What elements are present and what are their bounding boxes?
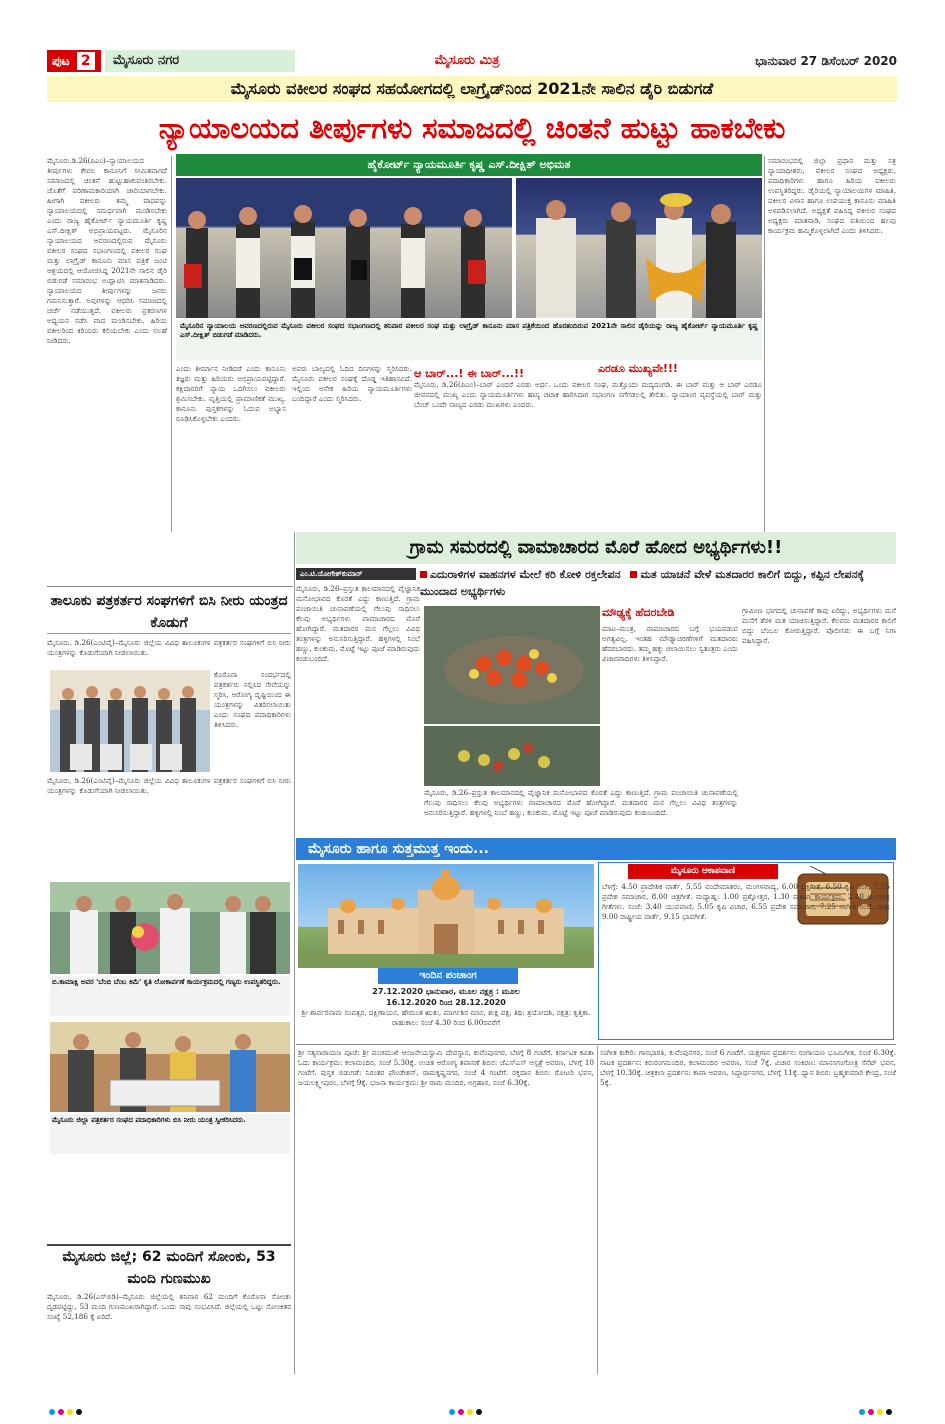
lead-kicker: ಮೈಸೂರು ವಕೀಲರ ಸಂಘದ ಸಹಯೋಗದಲ್ಲಿ ಲಾಗ್ರೈಡ್‌ನಿಂದ 2021ನೇ ಸಾಲಿನ ಡೈರಿ ಬಿಡುಗಡೆ xyxy=(47,76,897,102)
panchanga-body: ಶ್ರೀ ಶಾರ್ವರಿನಾಮ ಸಂವತ್ಸರ, ದಕ್ಷಿಣಾಯನ, ಹೇಮಂತ ಋತು, ಮಾರ್ಗಶಿರ ಮಾಸ, ಶುಕ್ಲ ಪಕ್ಷ, ತಿಥಿ: ತ್ರಯೋದಶಿ, ನಕ್ಷತ್ರ: ಕೃತ್ತಿಕಾ. ರಾಹುಕಾಲ: ಸಂಜೆ 4.30 ರಿಂದ 6.00ರವರೆಗೆ xyxy=(301,1008,591,1027)
page-number-badge xyxy=(47,50,101,72)
taluk-body: ಮೈಸೂರು, ಡಿ.26(ಎಂಟಿವೈ)–ಮೈಸೂರು ಜಿಲ್ಲೆಯ ವಿವಿಧ ತಾಲೂಕುಗಳ ಪತ್ರಕರ್ತರ ಸಂಘಗಳಿಗೆ ಬಿಸಿ ನೀರು ಯಂತ್ರಗಳನ್ನು ಕೊಡುಗೆಯಾಗಿ ನೀಡಲಾಯಿತು. xyxy=(47,638,291,657)
column-rule xyxy=(171,156,172,532)
black-magic-photo-1 xyxy=(424,606,600,724)
gram-subhead xyxy=(420,566,896,602)
heater-illustration xyxy=(50,1022,290,1112)
registration-marks xyxy=(47,1402,897,1412)
lead-subhead: ಹೈಕೋರ್ಟ್ ನ್ಯಾಯಮೂರ್ತಿ ಕೃಷ್ಣ ಎಸ್.ದೀಕ್ಷಿತ್ ಅಭಿಮತ xyxy=(176,154,762,176)
gram-body3: ಗ್ರಾಮೀಣ ಭಾಗದಲ್ಲಿ ಚುನಾವಣೆ ಕಾವು ಏರಿದ್ದು, ಅಭ್ಯರ್ಥಿಗಳು ಮನೆ ಮನೆಗೆ ತೆರಳಿ ಮತ ಯಾಚಿಸುತ್ತಿದ್ದಾರೆ. ಕೆಲವರು ಮತದಾರರ ಕಾಲಿಗೆ ಬಿದ್ದು ಬೆಂಬಲ ಕೋರುತ್ತಿದ್ದಾರೆ. ಪೊಲೀಸರು ಈ ಬಗ್ಗೆ ನಿಗಾ ವಹಿಸಿದ್ದಾರೆ. xyxy=(742,606,896,645)
gram-body1: ಮೈಸೂರು, ಡಿ.26–ಪ್ರಸ್ತುತ ಕಾಲಮಾನದಲ್ಲಿ ವೈಜ್ಞಾನಿಕ ಮನೋಭಾವದ ಕೊರತೆ ಎದ್ದು ಕಾಣುತ್ತಿದೆ. ಗ್ರಾಮ ಪಂಚಾಯಿತಿ ಚುನಾವಣೆಯಲ್ಲಿ ಗೆಲುವು ಸಾಧಿಸಲು ಕೆಲವು ಅಭ್ಯರ್ಥಿಗಳು ವಾಮಾಚಾರದ ಮೊರೆ ಹೋಗಿದ್ದಾರೆ. ಮತದಾರರ ಮನ ಗೆಲ್ಲಲು ವಿವಿಧ ತಂತ್ರಗಳನ್ನು ಅನುಸರಿಸುತ್ತಿದ್ದಾರೆ. ಹಳ್ಳಿಗಳಲ್ಲಿ ನಿಂಬೆ ಹಣ್ಣು, ಕುಂಕುಮ, ಮೊಟ್ಟೆ ಇಟ್ಟು ಪೂಜೆ ಮಾಡಿರುವುದು ಕಂಡುಬಂದಿದೆ. xyxy=(296,584,420,663)
lead-body-mid1: ಎಂದು ತೀರ್ಮಾನ ನೀಡಿದರೆ ಎಂದು ಕಾನೂನು ತಜ್ಞರು ಮತ್ತು ಹಿರಿಯರು ಅಭಿಪ್ರಾಯಪಟ್ಟಿದ್ದಾರೆ. ಕಕ್ಷಿದಾರರಿಗೆ ನ್ಯಾಯ ಒದಗಿಸಲು ವಕೀಲರು ಶ್ರಮಿಸಬೇಕು. ವೃತ್ತಿಯಲ್ಲಿ ಪ್ರಾಮಾಣಿಕತೆ ಮುಖ್ಯ. ಕಾನೂನು ಪುಸ್ತಕಗಳನ್ನು ಓದುವ ಅಭ್ಯಾಸ ರೂಢಿಸಿಕೊಳ್ಳಬೇಕು ಎಂದರು. xyxy=(176,364,286,423)
taluk-body3: ಮೈಸೂರು, ಡಿ.26(ಎಂಟಿವೈ)–ಮೈಸೂರು ಜಿಲ್ಲೆಯ ವಿವಿಧ ತಾಲೂಕುಗಳ ಪತ್ರಕರ್ತರ ಸಂಘಗಳಿಗೆ ಬಿಸಿ ನೀರು ಯಂತ್ರಗಳನ್ನು ಕೊಡುಗೆಯಾಗಿ ನೀಡಲಾಯಿತು. xyxy=(47,776,291,795)
photo-felicitation-illustration xyxy=(516,178,762,318)
radio-body: ಬೆಳಗ್ಗೆ: 4.50 ಪ್ರಾದೇಶಿಕ ವಾರ್ತೆ, 5.55 ವಂದೇಮಾತರಂ, ಮಂಗಳವಾದ್ಯ, 6.00 ಭಕ್ತಿಗೀತೆ, 6.50 ಕೃಷಿ ರಂಗ, 7.25 ಪ್ರದೇಶ ಸಮಾಚಾರ, 8.00 ಚಿತ್ರಗೀತೆ. ಮಧ್ಯಾಹ್ನ: 1.00 ಪ್ರಶ್ನೋತ್ತರ, 1.30 ಮಹಿಳಾ ಕಾರ್ಯಕ್ರಮ, 2.40 ಚಲನಚಿತ್ರ ಗೀತೆಗಳು. ಸಂಜೆ: 3.40 ಯುವವಾಣಿ, 5.05 ಕೃಷಿ ವಿಚಾರ, 6.55 ಪ್ರದೇಶ ಸಮಾಚಾರ, 7.25 ಸಂಗೀತ ಸಂಜೆ. ರಾತ್ರಿ: 9.00 ರಾಷ್ಟ್ರೀಯ ವಾರ್ತೆ, 9.15 ಭಾವಗೀತೆ. xyxy=(602,882,890,921)
color-dots-icon xyxy=(47,1407,897,1417)
heater-caption: ಮೈಸೂರು ಜಿಲ್ಲಾ ಪತ್ರಕರ್ತರ ಸಂಘದ ಪದಾಧಿಕಾರಿಗಳು ಬಿಸಿ ನೀರು ಯಂತ್ರ ಸ್ವೀಕರಿಸಿದರು. xyxy=(50,1114,290,1154)
mysore-today-banner: ಮೈಸೂರು ಹಾಗೂ ಸುತ್ತಮುತ್ತ ಇಂದು... xyxy=(296,838,896,860)
panchanga-date: 27.12.2020 ಭಾನುವಾರ, ಮೂಲ ನಕ್ಷತ್ರ : ಮೂಲ xyxy=(372,987,520,996)
photo-people-illustration xyxy=(176,178,512,318)
ritual-offering-illustration xyxy=(424,606,600,724)
events-right: ಸಂಗೀತ ಕಚೇರಿ: ಗಾನಭಾರತಿ, ಕುವೆಂಪುನಗರ, ಸಂಜೆ 6 ಗಂಟೆಗೆ. ಯಕ್ಷಗಾನ ಪ್ರದರ್ಶನ: ರಂಗಾಯಣ ಭೂಮಿಗೀತ, ಸಂಜೆ 6.30ಕ್ಕೆ. ನಾಟಕ ಪ್ರದರ್ಶನ: ಕಿರುರಂಗಮಂದಿರ, ಕಲಾಮಂದಿರ ಆವರಣ, ಸಂಜೆ 7ಕ್ಕೆ. ವಿಚಾರ ಸಂಕಿರಣ: ಮಾನಸಗಂಗೋತ್ರಿ ಸೆನೆಟ್ ಭವನ, ಬೆಳಗ್ಗೆ 10.30ಕ್ಕೆ. ಚಿತ್ರಕಲಾ ಪ್ರದರ್ಶನ: ಕಾವಾ ಆವರಣ, ಸಿದ್ದಾರ್ಥನಗರ, ಬೆಳಗ್ಗೆ 11ಕ್ಕೆ. ಧ್ಯಾನ ಶಿಬಿರ: ಬ್ರಹ್ಮಕುಮಾರಿ ಕೇಂದ್ರ, ಸಂಜೆ 5ಕ್ಕೆ. xyxy=(600,1048,896,1087)
taluk-headline: ತಾಲೂಕು ಪತ್ರಕರ್ತರ ಸಂಘಗಳಿಗೆ ಬಿಸಿ ನೀರು ಯಂತ್ರದ ಕೊಡುಗೆ xyxy=(47,590,291,634)
black-magic-photo-2 xyxy=(424,726,600,786)
gram-body2: ಮಾಟ–ಮಂತ್ರ, ವಾಮಾಚಾರದ ಬಗ್ಗೆ ಭಯಪಡುವ ಅಗತ್ಯವಿಲ್ಲ. ಇಂತಹ ಮೌಢ್ಯಾಚರಣೆಗಳಿಗೆ ಮತದಾರರು ಹೆದರಬಾರದು. ತಮ್ಮ ಹಕ್ಕು ಚಲಾಯಿಸಲು ಸ್ವತಂತ್ರರು ಎಂದು ವಿಚಾರವಾದಿಗಳು ತಿಳಿಸಿದ್ದಾರೆ. xyxy=(602,624,738,663)
lead-photo-felicitation xyxy=(516,178,762,318)
book-release-illustration xyxy=(50,882,290,974)
radio-title: ಮೈಸೂರು ಆಕಾಶವಾಣಿ xyxy=(628,864,778,879)
panchanga-range: 16.12.2020 ರಿಂದ 28.12.2020 xyxy=(386,998,506,1007)
section-rule xyxy=(47,586,293,587)
lead-photo-caption: ಮೈಸೂರಿನ ನ್ಯಾಯಾಲಯ ಆವರಣದಲ್ಲಿರುವ ಮೈಸೂರು ವಕೀಲರ ಸಂಘದ ಸಭಾಂಗಣದಲ್ಲಿ ಶನಿವಾರ ವಕೀಲರ ಸಂಘ ಮತ್ತು ಲಾಗ್ರೈಡ್ ಕಾನೂನು ಮಾಸ ಪತ್ರಿಕೆಯಿಂದ ಹೊರತಂದಿರುವ 2021ನೇ ಸಾಲಿನ ಡೈರಿಯನ್ನು ರಾಜ್ಯ ಹೈಕೋರ್ಟ್ ನ್ಯಾಯಮೂರ್ತಿ ಕೃಷ್ಣ ಎಸ್.ದೀಕ್ಷಿತ್ ಬಿಡುಗಡೆ ಮಾಡಿದರು. xyxy=(176,320,762,360)
mysore-palace-photo xyxy=(298,864,594,968)
ritual-lemons-illustration xyxy=(424,726,600,786)
page-label: ಪುಟ xyxy=(52,54,70,68)
bullet-icon xyxy=(420,571,427,578)
panchanga-title: ಇಂದಿನ ಪಂಚಾಂಗ xyxy=(378,968,518,984)
section-title: ಮೈಸೂರು ನಗರ xyxy=(105,50,295,72)
covid-headline: ಮೈಸೂರು ಜಿಲ್ಲೆ; 62 ಮಂದಿಗೆ ಸೋಂಕು, 53 ಮಂದಿ ಗುಣಮುಖ xyxy=(47,1244,291,1288)
lead-body-right: ಸಮಾರಂಭದಲ್ಲಿ ಜಿಲ್ಲಾ ಪ್ರಧಾನ ಮತ್ತು ಸತ್ರ ನ್ಯಾಯಾಧೀಶರು, ವಕೀಲರ ಸಂಘದ ಅಧ್ಯಕ್ಷರು, ಪದಾಧಿಕಾರಿಗಳು ಹಾಗೂ ಹಿರಿಯ ವಕೀಲರು ಉಪಸ್ಥಿತರಿದ್ದರು. ಡೈರಿಯಲ್ಲಿ ನ್ಯಾಯಾಲಯಗಳ ಮಾಹಿತಿ, ವಕೀಲರ ವಿಳಾಸ ಹಾಗೂ ಉಪಯುಕ್ತ ಕಾನೂನು ಮಾಹಿತಿ ಅಳವಡಿಸಲಾಗಿದೆ. ಅಧ್ಯಕ್ಷತೆ ವಹಿಸಿದ್ದ ವಕೀಲರ ಸಂಘದ ಅಧ್ಯಕ್ಷರು ಮಾತನಾಡಿ, ಸಂಘದ ವತಿಯಿಂದ ಹಲವು ಕಾರ್ಯಕ್ರಮ ಹಮ್ಮಿಕೊಳ್ಳಲಾಗಿದೆ ಎಂದು ತಿಳಿಸಿದರು. xyxy=(768,156,896,235)
gram-headline: ಗ್ರಾಮ ಸಮರದಲ್ಲಿ ವಾಮಾಚಾರದ ಮೊರೆ ಹೋದ ಅಭ್ಯರ್ಥಿಗಳು!! xyxy=(296,532,896,564)
events-left: ಶ್ರೀ ಸತ್ಯನಾರಾಯಣ ಪೂಜೆ: ಶ್ರೀ ಪಂಚಮುಖಿ ಆಂಜನೇಯಸ್ವಾಮಿ ದೇವಸ್ಥಾನ, ಕುವೆಂಪುನಗರ, ಬೆಳಗ್ಗೆ 8 ಗಂಟೆಗೆ. ಕರ್ನಾಟಕ ಕವಿತಾ ಓದು ಕಾರ್ಯಕ್ರಮ: ಕಲಾಮಂದಿರ, ಸಂಜೆ 5.30ಕ್ಕೆ. ಉಚಿತ ಆರೋಗ್ಯ ತಪಾಸಣೆ ಶಿಬಿರ: ಜೆಎಸ್‌ಎಸ್ ಆಸ್ಪತ್ರೆ ಆವರಣ, ಬೆಳಗ್ಗೆ 10 ಗಂಟೆಗೆ. ಪುಸ್ತಕ ಬಿಡುಗಡೆ: ನಿರಂತರ ಫೌಂಡೇಶನ್, ರಾಮಕೃಷ್ಣನಗರ, ಸಂಜೆ 4 ಗಂಟೆಗೆ. ರಕ್ತದಾನ ಶಿಬಿರ: ರೋಟರಿ ಭವನ, ಜಯಲಕ್ಷ್ಮೀಪುರಂ, ಬೆಳಗ್ಗೆ 9ಕ್ಕೆ. ಭಜನಾ ಕಾರ್ಯಕ್ರಮ: ಶ್ರೀ ರಾಮ ಮಂದಿರ, ಅಗ್ರಹಾರ, ಸಂಜೆ 6.30ಕ್ಕೆ. xyxy=(298,1048,594,1087)
column-rule xyxy=(764,156,765,532)
lead-body-left: ಮೈಸೂರು.ಡಿ.26(ಪಿಎಂ)–ನ್ಯಾಯಾಲಯದ ತೀರ್ಪುಗಳು ಕೇವಲ ಕಾನೂನಿಗೆ ಸೀಮಿತವಾಗದೆ ಸಮಾಜದಲ್ಲಿ ಚಿಂತನೆ ಹುಟ್ಟುಹಾಕುವಂತಿರಬೇಕು. ಜೊತೆಗೆ ಪರಿಣಾಮಕಾರಿಯಾಗಿ ಜಾರಿಯಾಗಬೇಕು. ಹೀಗಾಗಿ ವಕೀಲರು ತಮ್ಮ ವಾದವನ್ನು ನ್ಯಾಯಾಲಯದಲ್ಲಿ ಸಮರ್ಥವಾಗಿ ಮಂಡಿಸಬೇಕು ಎಂದು ರಾಜ್ಯ ಹೈಕೋರ್ಟ್ ನ್ಯಾಯಮೂರ್ತಿ ಕೃಷ್ಣ ಎಸ್.ದೀಕ್ಷಿತ್ ಅಭಿಪ್ರಾಯಪಟ್ಟರು. ಮೈಸೂರಿನ ನ್ಯಾಯಾಲಯದ ಆವರಣದಲ್ಲಿರುವ ಮೈಸೂರು ವಕೀಲರ ಸಂಘದ ಸಭಾಂಗಣದಲ್ಲಿ ವಕೀಲರ ಸಂಘ ಮತ್ತು ಲಾಗ್ರೈಡ್ ಕಾನೂನು ಮಾಸ ಪತ್ರಿಕೆ ಜಂಟಿ ಆಶ್ರಯದಲ್ಲಿ ಆಯೋಜಿಸಿದ್ದ 2021ನೇ ಸಾಲಿನ ಡೈರಿ ಬಿಡುಗಡೆ ಸಮಾರಂಭ ಉದ್ಘಾಟಿಸಿ ಮಾತನಾಡಿದರು. ನ್ಯಾಯಾಲಯದ ತೀರ್ಪುಗಳನ್ನು ಜನರು ಗಮನಿಸುತ್ತಾರೆ. ಅವುಗಳನ್ನು ಆಧರಿಸಿ ಸಮಾಜದಲ್ಲಿ ಚರ್ಚೆ ನಡೆಯುತ್ತದೆ. ವಕೀಲರು ಪ್ರಕರಣಗಳ ಅಧ್ಯಯನ ನಡೆಸಿ ವಾದ ಮಂಡಿಸಬೇಕು. ಹಿರಿಯ ವಕೀಲರಿಂದ ಕಿರಿಯರು ಕಲಿಯಬೇಕು ಎಂದು ಸಲಹೆ ನೀಡಿದರು. xyxy=(47,156,167,345)
page-number: 2 xyxy=(77,52,95,70)
gram-body4: ಮೈಸೂರು, ಡಿ.26–ಪ್ರಸ್ತುತ ಕಾಲಮಾನದಲ್ಲಿ ವೈಜ್ಞಾನಿಕ ಮನೋಭಾವದ ಕೊರತೆ ಎದ್ದು ಕಾಣುತ್ತಿದೆ. ಗ್ರಾಮ ಪಂಚಾಯಿತಿ ಚುನಾವಣೆಯಲ್ಲಿ ಗೆಲುವು ಸಾಧಿಸಲು ಕೆಲವು ಅಭ್ಯರ್ಥಿಗಳು ವಾಮಾಚಾರದ ಮೊರೆ ಹೋಗಿದ್ದಾರೆ. ಮತದಾರರ ಮನ ಗೆಲ್ಲಲು ವಿವಿಧ ತಂತ್ರಗಳನ್ನು ಅನುಸರಿಸುತ್ತಿದ್ದಾರೆ. ಹಳ್ಳಿಗಳಲ್ಲಿ ನಿಂಬೆ ಹಣ್ಣು, ಕುಂಕುಮ, ಮೊಟ್ಟೆ ಇಟ್ಟು ಪೂಜೆ ಮಾಡಿರುವುದು ಕಂಡುಬಂದಿದೆ. xyxy=(424,788,738,817)
gram-box-title: ಮೌಢ್ಯಕ್ಕೆ ಹೆದರಬೇಡಿ xyxy=(602,606,675,619)
bar-story-head1: ಆ ಬಾರ್...! ಈ ಬಾರ್...!! xyxy=(414,367,524,380)
gram-sub2: ಮತ ಯಾಚನೆ ವೇಳೆ ಮತದಾರರ ಕಾಲಿಗೆ ಬಿದ್ದು, ಕಪ್ಪಿನ ಲೇಪನಕ್ಕೆ ಮುಂದಾದ ಅಭ್ಯರ್ಥಿಗಳು xyxy=(420,568,865,598)
taluk-photo-group xyxy=(50,670,210,772)
taluk-photo-illustration xyxy=(50,670,210,772)
column-rule xyxy=(597,1046,598,1374)
gram-byline: ಎಂ.ಟಿ.ಯೋಗೇಶ್‌ಕುಮಾರ್ xyxy=(296,568,416,580)
book-release-caption: ಬಿ.ಕಾಮಾಕ್ಷಿ ಅವರ 'ಬೆಂಬಿ ಬೆಂಬ ಕಿಮೆ' ಕೃತಿ ಲೋಕಾರ್ಪಣೆ ಕಾರ್ಯಕ್ರಮದಲ್ಲಿ ಗಣ್ಯರು ಉಪಸ್ಥಿತರಿದ್ದರು. xyxy=(50,976,290,1016)
bar-story-head2: ಎರಡೂ ಮುಖ್ಯವೇ!!! xyxy=(598,362,678,375)
lead-body-mid2: ಅವರು ಬಾಲ್ಯದಲ್ಲಿ ಓದಿದ ದಿನಗಳನ್ನು ಸ್ಮರಿಸಿದರು. ಮೈಸೂರು ವಕೀಲರ ಸಂಘಕ್ಕೆ ದೊಡ್ಡ ಇತಿಹಾಸವಿದೆ. ಇಲ್ಲಿಂದ ಅನೇಕ ಹಿರಿಯ ನ್ಯಾಯಮೂರ್ತಿಗಳು ಬಂದಿದ್ದಾರೆ ಎಂದು ಸ್ಮರಿಸಿದರು. xyxy=(292,364,412,403)
heater-photo xyxy=(50,1022,290,1112)
taluk-body2: ಕೊರೊನಾ ಸಂದರ್ಭದಲ್ಲಿ ಪತ್ರಕರ್ತರು ಸಲ್ಲಿಸಿದ ಸೇವೆಯನ್ನು ಸ್ಮರಿಸಿ, ಆರೋಗ್ಯ ದೃಷ್ಟಿಯಿಂದ ಈ ಯಂತ್ರಗಳನ್ನು ವಿತರಿಸಲಾಯಿತು ಎಂದು ಸಂಘದ ಪದಾಧಿಕಾರಿಗಳು ತಿಳಿಸಿದರು. xyxy=(214,670,291,729)
events-divider xyxy=(296,1044,896,1045)
lead-headline: ನ್ಯಾಯಾಲಯದ ತೀರ್ಪುಗಳು ಸಮಾಜದಲ್ಲಿ ಚಿಂತನೆ ಹುಟ್ಟು ಹಾಕಬೇಕು xyxy=(158,111,786,145)
palace-illustration xyxy=(298,864,594,968)
gram-sub1: ಎದುರಾಳಿಗಳ ವಾಹನಗಳ ಮೇಲೆ ಕರಿ ಕೋಳಿ ರಕ್ತಲೇಪನ xyxy=(430,568,621,581)
bullet-icon xyxy=(630,571,637,578)
lead-photo-dignitaries xyxy=(176,178,512,318)
page-header xyxy=(47,50,897,74)
masthead-logo: ಮೈಸೂರು ಮಿತ್ರ xyxy=(434,53,500,68)
covid-body: ಮೈಸೂರು, ಡಿ.26(ಎಸ್‌ಬಿಡಿ)–ಮೈಸೂರು ಜಿಲ್ಲೆಯಲ್ಲಿ ಶನಿವಾರ 62 ಮಂದಿಗೆ ಕೊರೊನಾ ಸೋಂಕು ದೃಢಪಟ್ಟಿದ್ದು, 53 ಮಂದಿ ಗುಣಮುಖರಾಗಿದ್ದಾರೆ. ಒಂದು ಸಾವು ಸಂಭವಿಸಿದೆ. ಜಿಲ್ಲೆಯಲ್ಲಿ ಒಟ್ಟು ಸೋಂಕಿತರ ಸಂಖ್ಯೆ 52,186 ಕ್ಕೆ ಏರಿದೆ. xyxy=(47,1292,291,1321)
page-date: ಭಾನುವಾರ 27 ಡಿಸೆಂಬರ್ 2020 xyxy=(755,54,897,68)
bar-story-heading xyxy=(414,362,594,378)
bar-story-body: ಮೈಸೂರು, ಡಿ.26(ಪಿಎಂ)–ಬಾರ್ ಎಂದರೆ ಎರಡು ಅರ್ಥ. ಒಂದು ವಕೀಲರ ಸಂಘ, ಮತ್ತೊಂದು ಮದ್ಯದಂಗಡಿ. ಈ ಬಾರ್ ಮತ್ತು ಆ ಬಾರ್ ಎರಡೂ ಜೀವನದಲ್ಲಿ ಮುಖ್ಯ ಎಂದು ನ್ಯಾಯಮೂರ್ತಿಗಳು ಹಾಸ್ಯ ಚಟಾಕಿ ಹಾರಿಸಿದಾಗ ಸಭಾಂಗಣ ನಗೆಗಡಲಲ್ಲಿ ತೇಲಿತು. ನ್ಯಾಯಾಂಗ ವ್ಯವಸ್ಥೆಯಲ್ಲಿ ಬಾರ್ ಮತ್ತು ಬೆಂಚ್ ಒಂದೇ ನಾಣ್ಯದ ಎರಡು ಮುಖಗಳು ಎಂದರು. xyxy=(414,380,762,409)
book-release-photo xyxy=(50,882,290,974)
column-rule xyxy=(294,532,295,1374)
